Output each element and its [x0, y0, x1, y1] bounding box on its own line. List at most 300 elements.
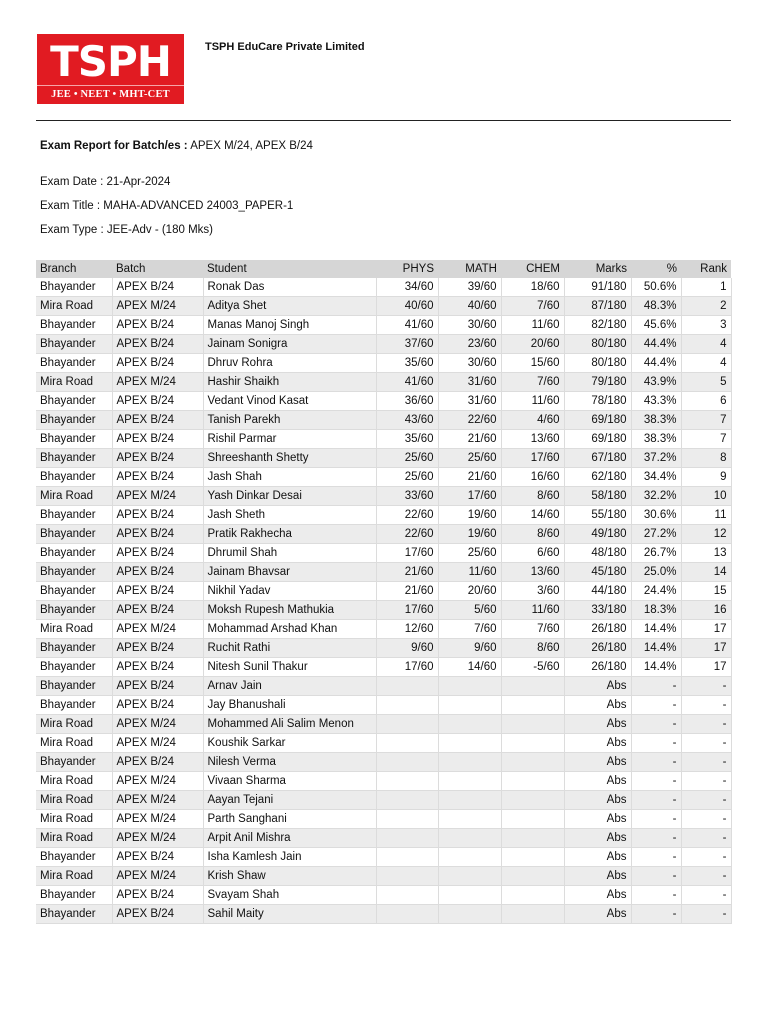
rank-cell: 2: [681, 297, 731, 316]
batch-cell: APEX B/24: [112, 544, 203, 563]
math-cell: [438, 715, 501, 734]
batch-cell: APEX B/24: [112, 601, 203, 620]
rank-cell: -: [681, 810, 731, 829]
math-cell: [438, 905, 501, 924]
rank-cell: 12: [681, 525, 731, 544]
batch-cell: APEX B/24: [112, 639, 203, 658]
phys-cell: 25/60: [376, 468, 438, 487]
chem-cell: 3/60: [501, 582, 564, 601]
percent-cell: 45.6%: [631, 316, 681, 335]
phys-cell: 21/60: [376, 582, 438, 601]
chem-cell: 7/60: [501, 620, 564, 639]
table-row: [36, 639, 731, 658]
student-cell: Aditya Shet: [203, 297, 376, 316]
chem-cell: [501, 772, 564, 791]
marks-cell: Abs: [564, 696, 631, 715]
table-row: [36, 449, 731, 468]
marks-cell: 62/180: [564, 468, 631, 487]
student-cell: Krish Shaw: [203, 867, 376, 886]
batch-cell: APEX M/24: [112, 829, 203, 848]
math-cell: [438, 753, 501, 772]
phys-cell: [376, 677, 438, 696]
rank-cell: -: [681, 715, 731, 734]
student-cell: Tanish Parekh: [203, 411, 376, 430]
rank-cell: 11: [681, 506, 731, 525]
phys-cell: [376, 696, 438, 715]
phys-cell: [376, 905, 438, 924]
marks-cell: Abs: [564, 772, 631, 791]
marks-cell: 67/180: [564, 449, 631, 468]
marks-cell: Abs: [564, 734, 631, 753]
student-cell: Arpit Anil Mishra: [203, 829, 376, 848]
header-percent: %: [631, 260, 681, 278]
marks-cell: Abs: [564, 829, 631, 848]
batch-cell: APEX B/24: [112, 506, 203, 525]
marks-cell: 26/180: [564, 639, 631, 658]
student-cell: Mohammed Ali Salim Menon: [203, 715, 376, 734]
student-cell: Nikhil Yadav: [203, 582, 376, 601]
marks-cell: 44/180: [564, 582, 631, 601]
percent-cell: -: [631, 829, 681, 848]
branch-cell: Bhayander: [36, 582, 112, 601]
tsph-logo: [37, 34, 184, 104]
math-cell: [438, 810, 501, 829]
logo-tagline: JEE • NEET • MHT-CET: [37, 85, 184, 104]
rank-cell: -: [681, 905, 731, 924]
batch-cell: APEX B/24: [112, 753, 203, 772]
batch-cell: APEX M/24: [112, 297, 203, 316]
percent-cell: -: [631, 734, 681, 753]
batch-cell: APEX B/24: [112, 905, 203, 924]
marks-cell: Abs: [564, 715, 631, 734]
rank-cell: 17: [681, 620, 731, 639]
math-cell: [438, 829, 501, 848]
student-cell: Koushik Sarkar: [203, 734, 376, 753]
phys-cell: [376, 715, 438, 734]
phys-cell: 9/60: [376, 639, 438, 658]
header-marks: Marks: [564, 260, 631, 278]
marks-cell: 79/180: [564, 373, 631, 392]
batch-cell: APEX B/24: [112, 696, 203, 715]
student-cell: Manas Manoj Singh: [203, 316, 376, 335]
branch-cell: Bhayander: [36, 525, 112, 544]
results-body: [36, 278, 731, 924]
table-row: [36, 354, 731, 373]
percent-cell: 43.9%: [631, 373, 681, 392]
math-cell: 14/60: [438, 658, 501, 677]
phys-cell: [376, 848, 438, 867]
batch-cell: APEX M/24: [112, 734, 203, 753]
chem-cell: 18/60: [501, 278, 564, 297]
chem-cell: [501, 677, 564, 696]
rank-cell: 14: [681, 563, 731, 582]
rank-cell: 13: [681, 544, 731, 563]
branch-cell: Bhayander: [36, 335, 112, 354]
percent-cell: 37.2%: [631, 449, 681, 468]
branch-cell: Bhayander: [36, 468, 112, 487]
student-cell: Ronak Das: [203, 278, 376, 297]
table-row: [36, 772, 731, 791]
phys-cell: 17/60: [376, 658, 438, 677]
branch-cell: Mira Road: [36, 734, 112, 753]
chem-cell: 13/60: [501, 430, 564, 449]
phys-cell: 43/60: [376, 411, 438, 430]
batch-cell: APEX B/24: [112, 677, 203, 696]
chem-cell: [501, 696, 564, 715]
percent-cell: 43.3%: [631, 392, 681, 411]
student-cell: Svayam Shah: [203, 886, 376, 905]
table-row: [36, 392, 731, 411]
table-row: [36, 677, 731, 696]
branch-cell: Mira Road: [36, 791, 112, 810]
chem-cell: [501, 905, 564, 924]
percent-cell: 44.4%: [631, 354, 681, 373]
percent-cell: 44.4%: [631, 335, 681, 354]
batch-cell: APEX B/24: [112, 886, 203, 905]
rank-cell: -: [681, 772, 731, 791]
marks-cell: 80/180: [564, 335, 631, 354]
phys-cell: 35/60: [376, 430, 438, 449]
phys-cell: [376, 810, 438, 829]
marks-cell: 45/180: [564, 563, 631, 582]
math-cell: [438, 867, 501, 886]
marks-cell: 91/180: [564, 278, 631, 297]
rank-cell: 17: [681, 639, 731, 658]
branch-cell: Bhayander: [36, 563, 112, 582]
chem-cell: 6/60: [501, 544, 564, 563]
math-cell: [438, 772, 501, 791]
branch-cell: Bhayander: [36, 316, 112, 335]
batch-cell: APEX M/24: [112, 715, 203, 734]
batch-cell: APEX B/24: [112, 582, 203, 601]
table-row: [36, 506, 731, 525]
student-cell: Jash Sheth: [203, 506, 376, 525]
chem-cell: 15/60: [501, 354, 564, 373]
phys-cell: 34/60: [376, 278, 438, 297]
chem-cell: [501, 734, 564, 753]
student-cell: Sahil Maity: [203, 905, 376, 924]
student-cell: Hashir Shaikh: [203, 373, 376, 392]
student-cell: Jainam Sonigra: [203, 335, 376, 354]
phys-cell: [376, 829, 438, 848]
batch-cell: APEX B/24: [112, 354, 203, 373]
percent-cell: 50.6%: [631, 278, 681, 297]
branch-cell: Bhayander: [36, 430, 112, 449]
table-row: [36, 715, 731, 734]
percent-cell: -: [631, 905, 681, 924]
math-cell: 17/60: [438, 487, 501, 506]
math-cell: [438, 677, 501, 696]
percent-cell: -: [631, 867, 681, 886]
batch-cell: APEX B/24: [112, 658, 203, 677]
batch-cell: APEX B/24: [112, 848, 203, 867]
batch-cell: APEX B/24: [112, 392, 203, 411]
branch-cell: Mira Road: [36, 373, 112, 392]
math-cell: 21/60: [438, 430, 501, 449]
chem-cell: 8/60: [501, 639, 564, 658]
chem-cell: [501, 848, 564, 867]
student-cell: Nitesh Sunil Thakur: [203, 658, 376, 677]
student-cell: Jainam Bhavsar: [203, 563, 376, 582]
table-row: [36, 848, 731, 867]
batch-cell: APEX B/24: [112, 468, 203, 487]
branch-cell: Bhayander: [36, 392, 112, 411]
table-row: [36, 829, 731, 848]
chem-cell: [501, 867, 564, 886]
rank-cell: 5: [681, 373, 731, 392]
percent-cell: 27.2%: [631, 525, 681, 544]
table-row: [36, 316, 731, 335]
student-cell: Dhruv Rohra: [203, 354, 376, 373]
math-cell: 22/60: [438, 411, 501, 430]
header-student: Student: [203, 260, 376, 278]
batches-value: APEX M/24, APEX B/24: [190, 140, 313, 152]
chem-cell: [501, 715, 564, 734]
rank-cell: 7: [681, 411, 731, 430]
student-cell: Dhrumil Shah: [203, 544, 376, 563]
math-cell: [438, 696, 501, 715]
student-cell: Rishil Parmar: [203, 430, 376, 449]
phys-cell: 12/60: [376, 620, 438, 639]
percent-cell: 32.2%: [631, 487, 681, 506]
phys-cell: 33/60: [376, 487, 438, 506]
chem-cell: 8/60: [501, 487, 564, 506]
rank-cell: 17: [681, 658, 731, 677]
header-chem: CHEM: [501, 260, 564, 278]
percent-cell: 14.4%: [631, 658, 681, 677]
table-row: [36, 544, 731, 563]
rank-cell: -: [681, 696, 731, 715]
batch-cell: APEX M/24: [112, 867, 203, 886]
student-cell: Parth Sanghani: [203, 810, 376, 829]
batches-line: [40, 140, 313, 152]
marks-cell: Abs: [564, 886, 631, 905]
table-row: [36, 278, 731, 297]
table-row: [36, 430, 731, 449]
percent-cell: -: [631, 810, 681, 829]
marks-cell: 78/180: [564, 392, 631, 411]
batch-cell: APEX B/24: [112, 335, 203, 354]
chem-cell: -5/60: [501, 658, 564, 677]
student-cell: Ruchit Rathi: [203, 639, 376, 658]
math-cell: [438, 848, 501, 867]
branch-cell: Mira Road: [36, 810, 112, 829]
rank-cell: 7: [681, 430, 731, 449]
table-row: [36, 753, 731, 772]
branch-cell: Bhayander: [36, 677, 112, 696]
table-row: [36, 620, 731, 639]
rank-cell: -: [681, 829, 731, 848]
chem-cell: 11/60: [501, 392, 564, 411]
branch-cell: Bhayander: [36, 354, 112, 373]
chem-cell: 7/60: [501, 297, 564, 316]
marks-cell: 82/180: [564, 316, 631, 335]
table-row: [36, 696, 731, 715]
logo-wordmark: TSPH: [50, 37, 171, 86]
phys-cell: 37/60: [376, 335, 438, 354]
batch-cell: APEX B/24: [112, 316, 203, 335]
student-cell: Moksh Rupesh Mathukia: [203, 601, 376, 620]
percent-cell: 24.4%: [631, 582, 681, 601]
marks-cell: 26/180: [564, 620, 631, 639]
math-cell: 30/60: [438, 316, 501, 335]
percent-cell: 25.0%: [631, 563, 681, 582]
marks-cell: 87/180: [564, 297, 631, 316]
batch-cell: APEX B/24: [112, 525, 203, 544]
header-phys: PHYS: [376, 260, 438, 278]
rank-cell: 3: [681, 316, 731, 335]
batch-cell: APEX B/24: [112, 411, 203, 430]
percent-cell: -: [631, 715, 681, 734]
branch-cell: Mira Road: [36, 715, 112, 734]
phys-cell: 35/60: [376, 354, 438, 373]
batch-cell: APEX B/24: [112, 563, 203, 582]
batch-cell: APEX M/24: [112, 810, 203, 829]
table-row: [36, 297, 731, 316]
table-row: [36, 582, 731, 601]
branch-cell: Bhayander: [36, 544, 112, 563]
table-row: [36, 867, 731, 886]
math-cell: 31/60: [438, 373, 501, 392]
phys-cell: 41/60: [376, 373, 438, 392]
phys-cell: [376, 772, 438, 791]
table-row: [36, 905, 731, 924]
header-rank: Rank: [681, 260, 731, 278]
rank-cell: 10: [681, 487, 731, 506]
math-cell: 11/60: [438, 563, 501, 582]
exam-title: Exam Title : MAHA-ADVANCED 24003_PAPER-1: [40, 200, 294, 212]
percent-cell: 38.3%: [631, 430, 681, 449]
branch-cell: Bhayander: [36, 278, 112, 297]
math-cell: 19/60: [438, 525, 501, 544]
math-cell: 5/60: [438, 601, 501, 620]
chem-cell: [501, 886, 564, 905]
rank-cell: 16: [681, 601, 731, 620]
phys-cell: [376, 791, 438, 810]
batch-cell: APEX M/24: [112, 373, 203, 392]
chem-cell: [501, 810, 564, 829]
exam-date: Exam Date : 21-Apr-2024: [40, 176, 171, 188]
student-cell: Mohammad Arshad Khan: [203, 620, 376, 639]
batches-label: Exam Report for Batch/es :: [40, 140, 188, 152]
student-cell: Jash Shah: [203, 468, 376, 487]
math-cell: [438, 886, 501, 905]
table-row: [36, 810, 731, 829]
rank-cell: -: [681, 886, 731, 905]
rank-cell: -: [681, 753, 731, 772]
chem-cell: 8/60: [501, 525, 564, 544]
batch-cell: APEX M/24: [112, 620, 203, 639]
rank-cell: -: [681, 677, 731, 696]
header-divider: [36, 120, 731, 121]
chem-cell: [501, 791, 564, 810]
exam-type: Exam Type : JEE-Adv - (180 Mks): [40, 224, 213, 236]
percent-cell: -: [631, 791, 681, 810]
branch-cell: Bhayander: [36, 696, 112, 715]
rank-cell: 9: [681, 468, 731, 487]
phys-cell: 17/60: [376, 601, 438, 620]
branch-cell: Bhayander: [36, 905, 112, 924]
percent-cell: 30.6%: [631, 506, 681, 525]
table-row: [36, 335, 731, 354]
chem-cell: 16/60: [501, 468, 564, 487]
math-cell: 30/60: [438, 354, 501, 373]
math-cell: 19/60: [438, 506, 501, 525]
percent-cell: -: [631, 677, 681, 696]
marks-cell: Abs: [564, 848, 631, 867]
table-row: [36, 373, 731, 392]
student-cell: Vedant Vinod Kasat: [203, 392, 376, 411]
phys-cell: 40/60: [376, 297, 438, 316]
table-row: [36, 601, 731, 620]
rank-cell: 6: [681, 392, 731, 411]
phys-cell: [376, 867, 438, 886]
branch-cell: Mira Road: [36, 487, 112, 506]
phys-cell: 21/60: [376, 563, 438, 582]
rank-cell: 4: [681, 354, 731, 373]
marks-cell: 26/180: [564, 658, 631, 677]
batch-cell: APEX M/24: [112, 772, 203, 791]
phys-cell: [376, 753, 438, 772]
branch-cell: Bhayander: [36, 658, 112, 677]
percent-cell: -: [631, 886, 681, 905]
marks-cell: 33/180: [564, 601, 631, 620]
branch-cell: Bhayander: [36, 601, 112, 620]
batch-cell: APEX M/24: [112, 487, 203, 506]
math-cell: 31/60: [438, 392, 501, 411]
marks-cell: Abs: [564, 905, 631, 924]
phys-cell: [376, 886, 438, 905]
branch-cell: Mira Road: [36, 829, 112, 848]
student-cell: Nilesh Verma: [203, 753, 376, 772]
student-cell: Jay Bhanushali: [203, 696, 376, 715]
chem-cell: 20/60: [501, 335, 564, 354]
branch-cell: Mira Road: [36, 772, 112, 791]
math-cell: 39/60: [438, 278, 501, 297]
batch-cell: APEX M/24: [112, 791, 203, 810]
branch-cell: Bhayander: [36, 506, 112, 525]
percent-cell: 38.3%: [631, 411, 681, 430]
marks-cell: 48/180: [564, 544, 631, 563]
table-row: [36, 525, 731, 544]
math-cell: [438, 791, 501, 810]
math-cell: 25/60: [438, 544, 501, 563]
marks-cell: Abs: [564, 810, 631, 829]
company-name: TSPH EduCare Private Limited: [205, 41, 365, 53]
batch-cell: APEX B/24: [112, 278, 203, 297]
phys-cell: 25/60: [376, 449, 438, 468]
branch-cell: Bhayander: [36, 639, 112, 658]
rank-cell: -: [681, 734, 731, 753]
student-cell: Aayan Tejani: [203, 791, 376, 810]
branch-cell: Mira Road: [36, 297, 112, 316]
phys-cell: 22/60: [376, 506, 438, 525]
student-cell: Yash Dinkar Desai: [203, 487, 376, 506]
math-cell: 7/60: [438, 620, 501, 639]
marks-cell: 55/180: [564, 506, 631, 525]
marks-cell: Abs: [564, 867, 631, 886]
percent-cell: 14.4%: [631, 639, 681, 658]
table-row: [36, 791, 731, 810]
student-cell: Vivaan Sharma: [203, 772, 376, 791]
marks-cell: Abs: [564, 677, 631, 696]
rank-cell: -: [681, 791, 731, 810]
phys-cell: 36/60: [376, 392, 438, 411]
chem-cell: 4/60: [501, 411, 564, 430]
percent-cell: 18.3%: [631, 601, 681, 620]
marks-cell: Abs: [564, 753, 631, 772]
math-cell: 25/60: [438, 449, 501, 468]
